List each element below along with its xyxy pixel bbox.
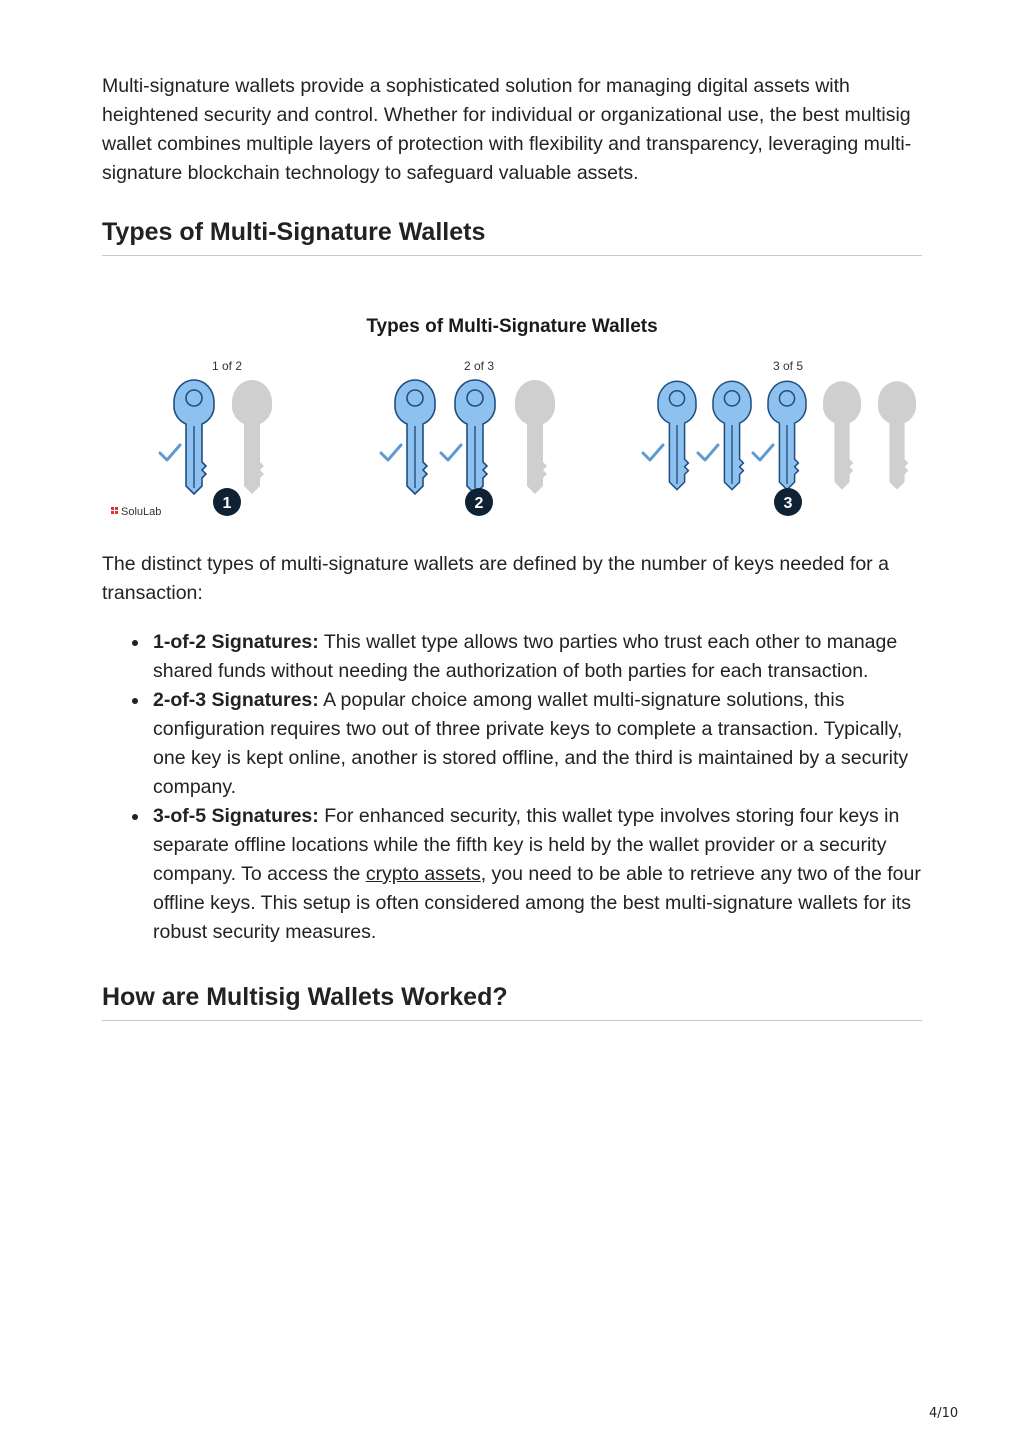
key-group-label: 3 of 5 <box>772 359 804 373</box>
key-group-label: 1 of 2 <box>211 359 243 373</box>
list-item-text: This wallet type allows two parties who trust each other to manage shared funds without needing the authorization of both parties for each transaction. <box>153 631 898 682</box>
list-item <box>153 686 922 802</box>
solulab-brand-text: SoluLab <box>121 506 162 518</box>
list-item <box>153 628 922 686</box>
list-item <box>153 802 922 947</box>
page-number: 4/10 <box>929 1406 959 1421</box>
section-heading-how: How are Multisig Wallets Worked? <box>102 983 922 1021</box>
signature-types-list <box>102 628 922 947</box>
group-number: 3 <box>783 495 793 512</box>
list-item-text: For enhanced security, this wallet type involves storing four keys in separate offline locations while the fifth key is held by the wallet provider or a security company. To access the <box>153 805 900 885</box>
bullet-dot <box>132 814 138 820</box>
types-figure <box>102 288 922 528</box>
types-lead-paragraph: The distinct types of multi-signature wallets are defined by the number of keys needed for a transaction: <box>102 553 889 604</box>
list-item-text: A popular choice among wallet multi-signature solutions, this configuration requires two out of three private keys to complete a transaction. Typically, one key is kept online, another is stored offline, and the third is maintained by a security company. <box>153 689 909 798</box>
list-item-term: 2-of-3 Signatures: <box>153 689 319 711</box>
document-body <box>102 72 922 1021</box>
group-number: 2 <box>474 495 484 512</box>
types-figure-svg <box>102 288 922 528</box>
list-item-term: 1-of-2 Signatures: <box>153 631 319 653</box>
key-group-label: 2 of 3 <box>463 359 495 373</box>
intro-paragraph: Multi-signature wallets provide a sophisticated solution for managing digital assets with heightened security and control. Whether for individual or organizational use, the best multisig wallet combines multiple layers of protection with flexibility and transparency, leveraging multi-signature blockchain technology to safeguard valuable assets. <box>102 75 912 184</box>
section-heading-types: Types of Multi-Signature Wallets <box>102 218 922 256</box>
list-item-term: 3-of-5 Signatures: <box>153 805 319 827</box>
crypto-assets-link[interactable]: crypto assets <box>365 863 481 885</box>
bullet-dot <box>132 640 138 646</box>
bullet-dot <box>132 698 138 704</box>
list-item-text: , you need to be able to retrieve any two of the four offline keys. This setup is often considered among the best multi-signature wallets for its robust security measures. <box>153 863 921 943</box>
group-number: 1 <box>222 495 232 512</box>
figure-title: Types of Multi-Signature Wallets <box>366 316 658 337</box>
